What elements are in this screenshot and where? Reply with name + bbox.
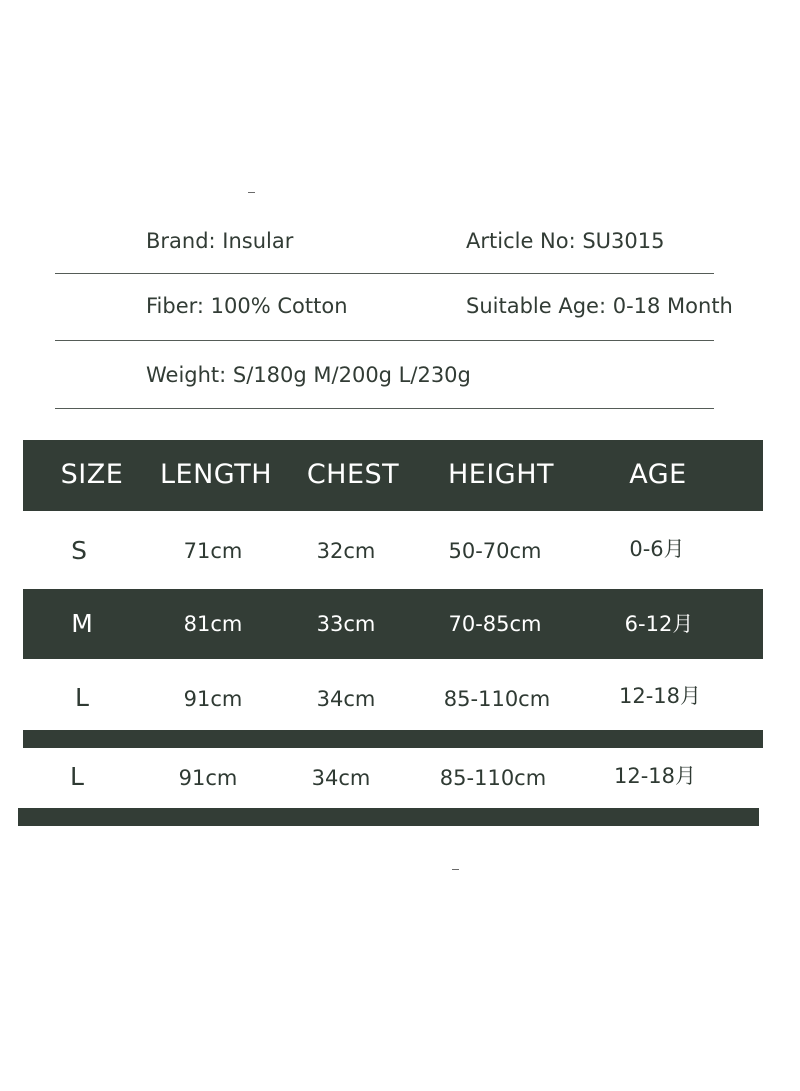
size-cell: L xyxy=(70,762,84,791)
header-size: SIZE xyxy=(60,459,124,490)
chest-cell: 34cm xyxy=(311,766,371,790)
divider-1 xyxy=(55,273,714,274)
brand-text: Brand: Insular xyxy=(146,229,294,253)
suitable-age-text: Suitable Age: 0-18 Month xyxy=(466,294,733,318)
age-cell: 12-18月 xyxy=(613,764,697,788)
chest-cell: 33cm xyxy=(316,612,376,636)
height-cell: 70-85cm xyxy=(448,612,542,636)
size-cell: S xyxy=(71,536,87,565)
length-cell: 81cm xyxy=(183,612,243,636)
chest-cell: 32cm xyxy=(316,539,376,563)
fiber-text: Fiber: 100% Cotton xyxy=(146,294,348,318)
divider-3 xyxy=(55,408,714,409)
bottom-dash xyxy=(452,869,459,870)
size-cell: L xyxy=(75,683,89,712)
header-chest: CHEST xyxy=(306,459,400,490)
header-age: AGE xyxy=(629,459,687,490)
chest-cell: 34cm xyxy=(316,687,376,711)
height-cell: 50-70cm xyxy=(448,539,542,563)
age-cell: 0-6月 xyxy=(629,537,685,561)
weight-text: Weight: S/180g M/200g L/230g xyxy=(146,363,471,387)
size-cell: M xyxy=(71,609,93,638)
length-cell: 91cm xyxy=(178,766,238,790)
divider-2 xyxy=(55,340,714,341)
height-cell: 85-110cm xyxy=(439,766,547,790)
age-cell: 12-18月 xyxy=(618,684,702,708)
header-height: HEIGHT xyxy=(447,459,555,490)
height-cell: 85-110cm xyxy=(443,687,551,711)
header-length: LENGTH xyxy=(159,459,273,490)
length-cell: 91cm xyxy=(183,687,243,711)
top-dash xyxy=(248,192,255,193)
article-number-text: Article No: SU3015 xyxy=(466,229,665,253)
table-footer-band xyxy=(18,808,759,826)
table-divider-band xyxy=(23,730,763,748)
age-cell: 6-12月 xyxy=(624,612,694,636)
length-cell: 71cm xyxy=(183,539,243,563)
